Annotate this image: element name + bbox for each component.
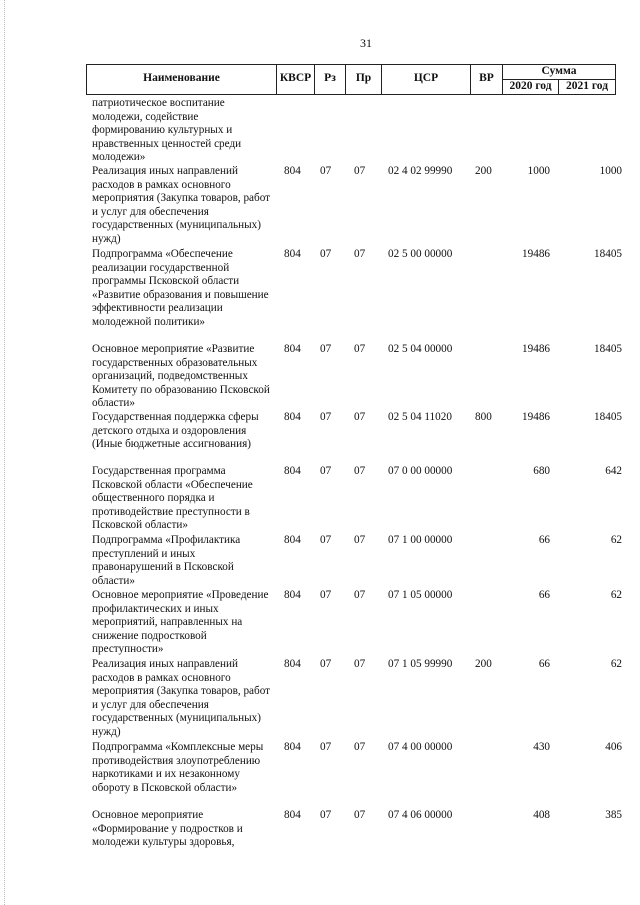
row-csr: 07 1 00 00000 bbox=[388, 534, 453, 546]
header-name: Наименование bbox=[143, 72, 220, 84]
row-sum-2020: 1000 bbox=[527, 165, 550, 177]
row-name: Основное мероприятие «Развитие государственных образовательных организаций, подведомственных Комитету по образованию Псковской области» bbox=[92, 343, 270, 410]
row-kvsr: 804 bbox=[284, 248, 301, 260]
row-csr: 02 5 04 11020 bbox=[388, 411, 452, 423]
row-csr: 02 4 02 99990 bbox=[388, 165, 453, 177]
header-bottom-border bbox=[86, 94, 616, 95]
row-name: Реализация иных направлений расходов в рамках основного мероприятия (Закупка товаров, работ и услуг для обеспечения государственных (муниципальных) нужд) bbox=[92, 658, 271, 738]
row-vr: 200 bbox=[475, 658, 492, 670]
row-vr: 200 bbox=[475, 165, 492, 177]
header-sum: Сумма bbox=[541, 65, 577, 77]
row-kvsr: 804 bbox=[284, 809, 301, 821]
row-sum-2021: 18405 bbox=[594, 248, 622, 260]
row-name: Государственная программа Псковской области «Обеспечение общественного порядка и противодействие преступности в Псковской области» bbox=[92, 465, 253, 532]
row-kvsr: 804 bbox=[284, 411, 301, 423]
row-pr: 07 bbox=[354, 741, 366, 753]
header-year-2020: 2020 год bbox=[509, 80, 552, 92]
row-sum-2021: 385 bbox=[605, 809, 622, 821]
row-sum-2020: 66 bbox=[538, 534, 550, 546]
row-rz: 07 bbox=[320, 534, 332, 546]
header-kvsr: КВСР bbox=[279, 72, 312, 84]
row-pr: 07 bbox=[354, 343, 366, 355]
row-kvsr: 804 bbox=[284, 741, 301, 753]
header-vr: ВР bbox=[479, 72, 494, 84]
row-csr: 07 4 06 00000 bbox=[388, 809, 453, 821]
header-year-2021: 2021 год bbox=[565, 80, 609, 92]
row-rz: 07 bbox=[320, 809, 332, 821]
row-sum-2020: 430 bbox=[533, 741, 550, 753]
row-kvsr: 804 bbox=[284, 658, 301, 670]
row-name: патриотическое воспитание молодежи, содействие формированию культурных и нравственных ценностей среди молодежи» bbox=[92, 97, 242, 164]
row-name: Подпрограмма «Обеспечение реализации государственной программы Псковской области «Развитие образования и повышение эффективности реализации молодежной политики» bbox=[92, 248, 269, 328]
row-sum-2020: 19486 bbox=[522, 343, 550, 355]
row-rz: 07 bbox=[320, 589, 332, 601]
row-vr: 800 bbox=[475, 411, 492, 423]
row-pr: 07 bbox=[354, 165, 366, 177]
row-sum-2020: 66 bbox=[538, 658, 550, 670]
row-rz: 07 bbox=[320, 465, 332, 477]
row-pr: 07 bbox=[354, 465, 366, 477]
row-rz: 07 bbox=[320, 658, 332, 670]
page-number: 31 bbox=[360, 36, 372, 50]
row-pr: 07 bbox=[354, 534, 366, 546]
row-csr: 02 5 00 00000 bbox=[388, 248, 453, 260]
row-sum-2020: 19486 bbox=[522, 411, 550, 423]
row-rz: 07 bbox=[320, 741, 332, 753]
row-sum-2020: 408 bbox=[533, 809, 550, 821]
header-divider-right bbox=[615, 64, 616, 95]
row-kvsr: 804 bbox=[284, 343, 301, 355]
row-name: Подпрограмма «Профилактика преступлений и иных правонарушений в Псковской области» bbox=[92, 534, 241, 587]
row-kvsr: 804 bbox=[284, 589, 301, 601]
row-sum-2021: 642 bbox=[605, 465, 622, 477]
header-rz: Рз bbox=[324, 72, 336, 84]
row-csr: 07 1 05 00000 bbox=[388, 589, 453, 601]
row-name: Государственная поддержка сферы детского отдыха и оздоровления (Иные бюджетные ассигнования) bbox=[92, 411, 259, 451]
header-pr: Пр bbox=[355, 72, 372, 84]
row-pr: 07 bbox=[354, 411, 366, 423]
row-name: Основное мероприятие «Формирование у подростков и молодежи культуры здоровья, bbox=[92, 809, 243, 849]
row-sum-2021: 62 bbox=[610, 534, 622, 546]
row-sum-2021: 62 bbox=[610, 658, 622, 670]
row-sum-2020: 19486 bbox=[522, 248, 550, 260]
row-rz: 07 bbox=[320, 248, 332, 260]
row-name: Подпрограмма «Комплексные меры противодействия злоупотреблению наркотиками и их незаконному обороту в Псковской области» bbox=[92, 741, 264, 794]
row-pr: 07 bbox=[354, 248, 366, 260]
row-name: Реализация иных направлений расходов в рамках основного мероприятия (Закупка товаров, работ и услуг для обеспечения государственных (муниципальных) нужд) bbox=[92, 165, 271, 245]
row-kvsr: 804 bbox=[284, 534, 301, 546]
header-csr: ЦСР bbox=[413, 72, 439, 84]
row-rz: 07 bbox=[320, 411, 332, 423]
row-sum-2020: 66 bbox=[538, 589, 550, 601]
row-sum-2021: 406 bbox=[605, 741, 622, 753]
row-csr: 07 1 05 99990 bbox=[388, 658, 453, 670]
row-rz: 07 bbox=[320, 165, 332, 177]
row-sum-2021: 1000 bbox=[599, 165, 622, 177]
row-sum-2021: 18405 bbox=[594, 411, 622, 423]
row-csr: 02 5 04 00000 bbox=[388, 343, 453, 355]
row-pr: 07 bbox=[354, 809, 366, 821]
scan-edge-line bbox=[4, 0, 6, 905]
row-name: Основное мероприятие «Проведение профилактических и иных мероприятий, направленных на снижение подростковой преступности» bbox=[92, 589, 269, 656]
row-pr: 07 bbox=[354, 658, 366, 670]
row-pr: 07 bbox=[354, 589, 366, 601]
row-csr: 07 4 00 00000 bbox=[388, 741, 453, 753]
row-rz: 07 bbox=[320, 343, 332, 355]
row-csr: 07 0 00 00000 bbox=[388, 465, 453, 477]
row-sum-2021: 62 bbox=[610, 589, 622, 601]
row-kvsr: 804 bbox=[284, 165, 301, 177]
row-sum-2021: 18405 bbox=[594, 343, 622, 355]
row-sum-2020: 680 bbox=[533, 465, 550, 477]
row-kvsr: 804 bbox=[284, 465, 301, 477]
